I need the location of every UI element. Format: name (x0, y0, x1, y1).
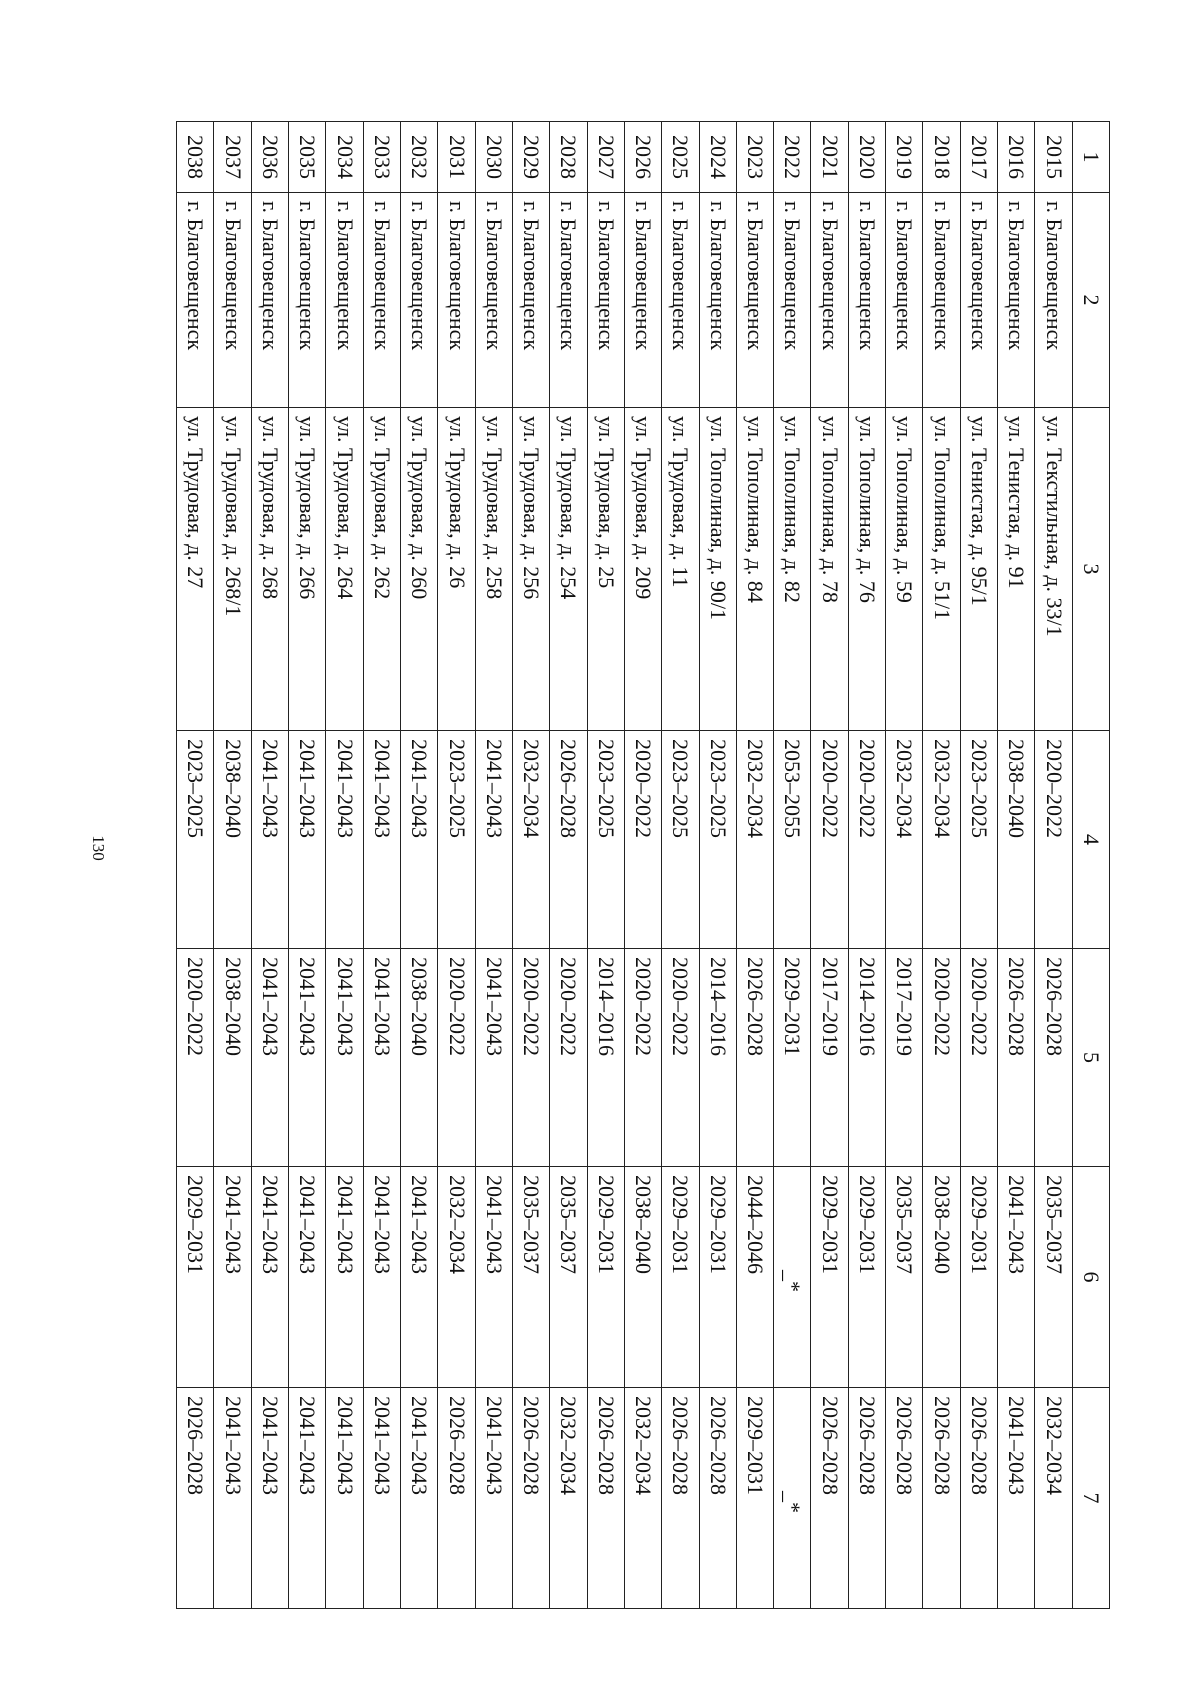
col-number: 2031 (438, 122, 475, 193)
col-city: г. Благовещенск (326, 193, 363, 408)
rotated-table-container (176, 121, 1110, 1608)
col-number: 2029 (513, 122, 550, 193)
col-address: ул. Тенистая, д. 95/1 (960, 408, 997, 731)
col-period-5: 2014–2016 (699, 949, 736, 1167)
col-period-6: _* (774, 1167, 811, 1388)
col-period-6: 2041–2043 (363, 1167, 400, 1388)
table-body (177, 122, 1110, 1609)
table-row (1035, 122, 1072, 1609)
col-city: г. Благовещенск (960, 193, 997, 408)
table-row (699, 122, 736, 1609)
col-number: 2034 (326, 122, 363, 193)
col-period-5: 2026–2028 (736, 949, 773, 1167)
col-address: ул. Трудовая, д. 27 (177, 408, 215, 731)
col-period-7: 2026–2028 (960, 1388, 997, 1609)
col-period-5: 2020–2022 (662, 949, 699, 1167)
col-period-4: 2041–2043 (363, 731, 400, 949)
col-city: г. Благовещенск (401, 193, 438, 408)
col-period-7: 2026–2028 (923, 1388, 960, 1609)
col-address: ул. Трудовая, д. 256 (513, 408, 550, 731)
col-period-7: 2041–2043 (363, 1388, 400, 1609)
table-row (960, 122, 997, 1609)
col-address: ул. Трудовая, д. 262 (363, 408, 400, 731)
col-period-5: 2038–2040 (401, 949, 438, 1167)
col-period-4: 2041–2043 (475, 731, 512, 949)
col-period-6: 2041–2043 (289, 1167, 326, 1388)
col-period-4: 2023–2025 (662, 731, 699, 949)
col-city: г. Благовещенск (662, 193, 699, 408)
col-city: г. Благовещенск (177, 193, 215, 408)
col-city: г. Благовещенск (251, 193, 288, 408)
col-number: 2032 (401, 122, 438, 193)
col-period-6: 2029–2031 (662, 1167, 699, 1388)
col-city: г. Благовещенск (475, 193, 512, 408)
col-number: 2030 (475, 122, 512, 193)
table-row (886, 122, 923, 1609)
col-period-4: 2053–2055 (774, 731, 811, 949)
page-number: 130 (89, 835, 108, 861)
col-address: ул. Тополиная, д. 78 (811, 408, 848, 731)
col-period-6: 2041–2043 (326, 1167, 363, 1388)
table-row (401, 122, 438, 1609)
col-number: 2018 (923, 122, 960, 193)
col-address: ул. Трудовая, д. 268 (251, 408, 288, 731)
col-period-4: 2038–2040 (214, 731, 251, 949)
table-row (736, 122, 773, 1609)
header-cell-7: 7 (1072, 1388, 1109, 1609)
col-address: ул. Трудовая, д. 258 (475, 408, 512, 731)
col-period-5: 2020–2022 (960, 949, 997, 1167)
table-row (587, 122, 624, 1609)
col-period-6: 2035–2037 (513, 1167, 550, 1388)
col-period-6: 2029–2031 (587, 1167, 624, 1388)
col-period-5: 2020–2022 (513, 949, 550, 1167)
col-period-4: 2041–2043 (326, 731, 363, 949)
col-period-5: 2020–2022 (177, 949, 215, 1167)
schedule-table (176, 121, 1110, 1609)
col-number: 2038 (177, 122, 215, 193)
col-period-7: 2026–2028 (699, 1388, 736, 1609)
table-row (923, 122, 960, 1609)
header-cell-3: 3 (1072, 408, 1109, 731)
col-period-6: 2035–2037 (1035, 1167, 1072, 1388)
table-row (289, 122, 326, 1609)
col-number: 2024 (699, 122, 736, 193)
col-address: ул. Тенистая, д. 91 (998, 408, 1035, 731)
col-period-5: 2041–2043 (363, 949, 400, 1167)
header-cell-1: 1 (1072, 122, 1109, 193)
col-number: 2015 (1035, 122, 1072, 193)
col-city: г. Благовещенск (998, 193, 1035, 408)
col-period-7: 2026–2028 (662, 1388, 699, 1609)
col-period-7: 2041–2043 (326, 1388, 363, 1609)
col-period-6: 2029–2031 (811, 1167, 848, 1388)
col-period-6: 2029–2031 (177, 1167, 215, 1388)
col-period-6: 2038–2040 (923, 1167, 960, 1388)
col-period-6: 2035–2037 (550, 1167, 587, 1388)
col-period-4: 2032–2034 (736, 731, 773, 949)
col-period-4: 2023–2025 (438, 731, 475, 949)
col-address: ул. Трудовая, д. 254 (550, 408, 587, 731)
col-number: 2021 (811, 122, 848, 193)
col-period-7: 2026–2028 (587, 1388, 624, 1609)
col-period-4: 2041–2043 (251, 731, 288, 949)
col-city: г. Благовещенск (550, 193, 587, 408)
col-period-7: 2041–2043 (401, 1388, 438, 1609)
col-period-5: 2020–2022 (923, 949, 960, 1167)
col-period-4: 2020–2022 (811, 731, 848, 949)
col-address: ул. Тополиная, д. 76 (848, 408, 885, 731)
col-number: 2027 (587, 122, 624, 193)
col-period-7: 2032–2034 (1035, 1388, 1072, 1609)
col-period-5: 2026–2028 (998, 949, 1035, 1167)
col-number: 2028 (550, 122, 587, 193)
col-period-7: 2026–2028 (177, 1388, 215, 1609)
header-cell-4: 4 (1072, 731, 1109, 949)
col-period-6: 2029–2031 (848, 1167, 885, 1388)
col-period-5: 2020–2022 (624, 949, 661, 1167)
col-number: 2019 (886, 122, 923, 193)
table-row (214, 122, 251, 1609)
col-period-4: 2038–2040 (998, 731, 1035, 949)
col-period-4: 2041–2043 (289, 731, 326, 949)
col-period-4: 2020–2022 (624, 731, 661, 949)
col-period-7: 2026–2028 (811, 1388, 848, 1609)
col-city: г. Благовещенск (699, 193, 736, 408)
col-address: ул. Тополиная, д. 51/1 (923, 408, 960, 731)
col-address: ул. Трудовая, д. 268/1 (214, 408, 251, 731)
col-city: г. Благовещенск (624, 193, 661, 408)
table-row (550, 122, 587, 1609)
col-period-4: 2032–2034 (923, 731, 960, 949)
col-address: ул. Тополиная, д. 82 (774, 408, 811, 731)
col-city: г. Благовещенск (848, 193, 885, 408)
table-row (363, 122, 400, 1609)
col-period-5: 2041–2043 (326, 949, 363, 1167)
table-row (662, 122, 699, 1609)
col-number: 2017 (960, 122, 997, 193)
col-number: 2023 (736, 122, 773, 193)
col-period-4: 2023–2025 (587, 731, 624, 949)
col-period-4: 2023–2025 (960, 731, 997, 949)
col-period-7: 2041–2043 (289, 1388, 326, 1609)
col-address: ул. Трудовая, д. 11 (662, 408, 699, 731)
col-period-6: 2044–2046 (736, 1167, 773, 1388)
col-period-7: 2041–2043 (251, 1388, 288, 1609)
col-number: 2035 (289, 122, 326, 193)
col-period-5: 2029–2031 (774, 949, 811, 1167)
col-period-5: 2020–2022 (550, 949, 587, 1167)
col-city: г. Благовещенск (774, 193, 811, 408)
col-period-4: 2032–2034 (886, 731, 923, 949)
col-city: г. Благовещенск (513, 193, 550, 408)
table-row (811, 122, 848, 1609)
col-period-6: 2038–2040 (624, 1167, 661, 1388)
col-number: 2022 (774, 122, 811, 193)
table-row (326, 122, 363, 1609)
col-period-6: 2029–2031 (960, 1167, 997, 1388)
col-period-4: 2026–2028 (550, 731, 587, 949)
col-city: г. Благовещенск (438, 193, 475, 408)
col-period-7: 2041–2043 (998, 1388, 1035, 1609)
col-period-5: 2041–2043 (475, 949, 512, 1167)
col-address: ул. Тополиная, д. 90/1 (699, 408, 736, 731)
col-address: ул. Тополиная, д. 84 (736, 408, 773, 731)
col-period-4: 2020–2022 (1035, 731, 1072, 949)
col-city: г. Благовещенск (214, 193, 251, 408)
col-period-4: 2032–2034 (513, 731, 550, 949)
col-period-4: 2020–2022 (848, 731, 885, 949)
col-period-7: 2041–2043 (475, 1388, 512, 1609)
col-number: 2037 (214, 122, 251, 193)
col-address: ул. Трудовая, д. 260 (401, 408, 438, 731)
col-city: г. Благовещенск (289, 193, 326, 408)
table-row (513, 122, 550, 1609)
col-period-5: 2017–2019 (886, 949, 923, 1167)
col-period-6: 2041–2043 (251, 1167, 288, 1388)
col-period-5: 2041–2043 (251, 949, 288, 1167)
col-period-7: 2026–2028 (848, 1388, 885, 1609)
col-number: 2016 (998, 122, 1035, 193)
col-period-7: 2029–2031 (736, 1388, 773, 1609)
col-period-4: 2023–2025 (699, 731, 736, 949)
col-address: ул. Текстильная, д. 33/1 (1035, 408, 1072, 731)
col-period-7: 2026–2028 (513, 1388, 550, 1609)
col-period-6: 2041–2043 (214, 1167, 251, 1388)
header-row (1072, 122, 1109, 1609)
col-address: ул. Трудовая, д. 264 (326, 408, 363, 731)
col-period-7: 2032–2034 (624, 1388, 661, 1609)
col-period-7: _* (774, 1388, 811, 1609)
col-period-6: 2035–2037 (886, 1167, 923, 1388)
col-period-6: 2029–2031 (699, 1167, 736, 1388)
col-city: г. Благовещенск (1035, 193, 1072, 408)
col-address: ул. Трудовая, д. 209 (624, 408, 661, 731)
col-number: 2026 (624, 122, 661, 193)
col-city: г. Благовещенск (811, 193, 848, 408)
col-period-7: 2026–2028 (438, 1388, 475, 1609)
table-row (475, 122, 512, 1609)
col-city: г. Благовещенск (923, 193, 960, 408)
col-city: г. Благовещенск (587, 193, 624, 408)
col-period-5: 2020–2022 (438, 949, 475, 1167)
col-number: 2025 (662, 122, 699, 193)
col-period-6: 2032–2034 (438, 1167, 475, 1388)
col-period-5: 2017–2019 (811, 949, 848, 1167)
col-address: ул. Трудовая, д. 26 (438, 408, 475, 731)
col-period-5: 2041–2043 (289, 949, 326, 1167)
col-period-4: 2041–2043 (401, 731, 438, 949)
table-row (848, 122, 885, 1609)
col-period-5: 2014–2016 (587, 949, 624, 1167)
col-period-6: 2041–2043 (475, 1167, 512, 1388)
header-cell-5: 5 (1072, 949, 1109, 1167)
col-city: г. Благовещенск (886, 193, 923, 408)
table-row (998, 122, 1035, 1609)
col-number: 2033 (363, 122, 400, 193)
col-city: г. Благовещенск (363, 193, 400, 408)
col-period-7: 2032–2034 (550, 1388, 587, 1609)
header-cell-2: 2 (1072, 193, 1109, 408)
col-period-6: 2041–2043 (998, 1167, 1035, 1388)
table-row (177, 122, 215, 1609)
col-address: ул. Трудовая, д. 266 (289, 408, 326, 731)
table-row (251, 122, 288, 1609)
col-number: 2020 (848, 122, 885, 193)
col-period-7: 2026–2028 (886, 1388, 923, 1609)
table-row (438, 122, 475, 1609)
col-address: ул. Тополиная, д. 59 (886, 408, 923, 731)
col-period-6: 2041–2043 (401, 1167, 438, 1388)
col-address: ул. Трудовая, д. 25 (587, 408, 624, 731)
header-cell-6: 6 (1072, 1167, 1109, 1388)
col-period-5: 2038–2040 (214, 949, 251, 1167)
table-row (774, 122, 811, 1609)
col-period-7: 2041–2043 (214, 1388, 251, 1609)
col-period-4: 2023–2025 (177, 731, 215, 949)
col-city: г. Благовещенск (736, 193, 773, 408)
table-row (624, 122, 661, 1609)
col-period-5: 2026–2028 (1035, 949, 1072, 1167)
col-period-5: 2014–2016 (848, 949, 885, 1167)
col-number: 2036 (251, 122, 288, 193)
